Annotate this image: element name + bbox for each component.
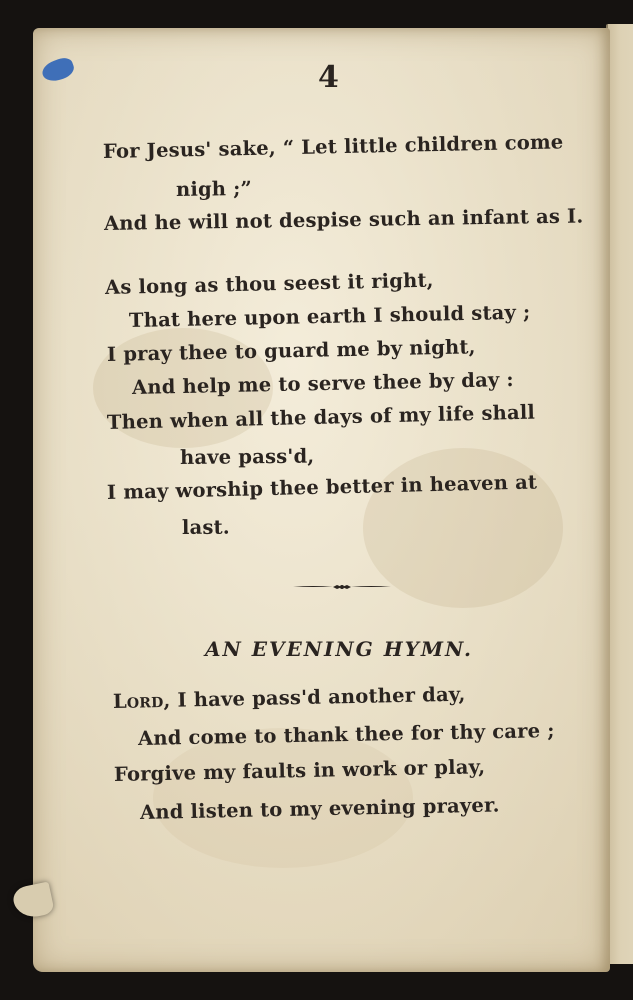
poem-line: last. bbox=[181, 515, 230, 539]
poem-line: I pray thee to guard me by night, bbox=[106, 335, 476, 366]
poem-line: As long as thou seest it right, bbox=[104, 268, 434, 299]
poem-line: have pass'd, bbox=[179, 444, 315, 469]
poem-line: And come to thank thee for thy care ; bbox=[137, 719, 555, 750]
poem-line: Then when all the days of my life shall bbox=[106, 400, 536, 434]
poem-line: Forgive my faults in work or play, bbox=[113, 755, 486, 786]
poem-line: For Jesus' sake, “ Let little children come bbox=[102, 130, 564, 163]
poem-line-text: , I have pass'd another day, bbox=[163, 682, 466, 712]
small-caps-word: Lord bbox=[112, 688, 164, 713]
poem-line: That here upon earth I should stay ; bbox=[128, 300, 531, 332]
poem-line: And he will not despise such an infant as I. bbox=[103, 204, 584, 235]
page-number: 4 bbox=[318, 60, 339, 95]
poem-line: And listen to my evening prayer. bbox=[139, 793, 500, 824]
poem-line: nigh ;” bbox=[175, 176, 253, 201]
hymn-title: AN EVENING HYMN. bbox=[205, 637, 474, 661]
adjacent-page-edge bbox=[606, 24, 633, 964]
ornamental-divider bbox=[293, 582, 391, 592]
poem-line: I may worship thee better in heaven at bbox=[106, 470, 538, 504]
poem-line: And help me to serve thee by day : bbox=[131, 368, 515, 399]
